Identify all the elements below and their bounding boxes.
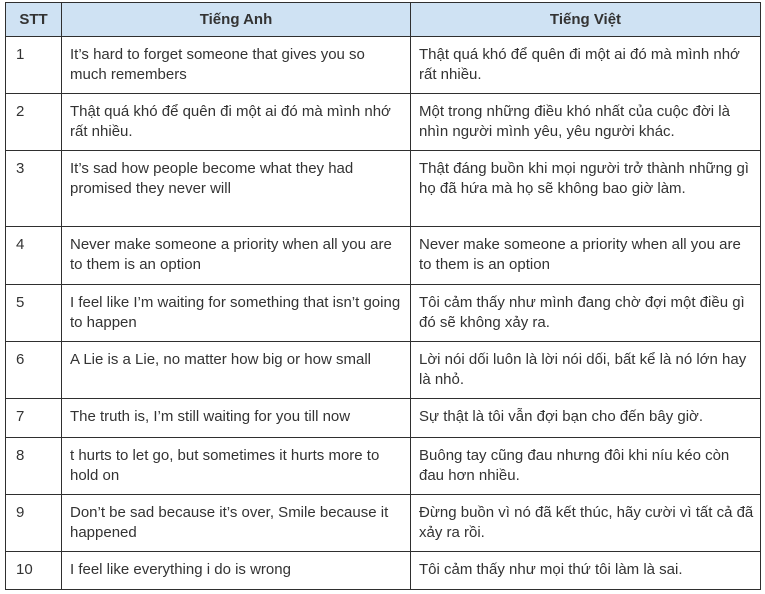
row-number: 5 bbox=[6, 285, 62, 342]
table-row bbox=[6, 94, 761, 151]
row-number: 6 bbox=[6, 342, 62, 399]
table-row bbox=[6, 227, 761, 285]
table-row bbox=[6, 399, 761, 438]
vietnamese-quote: Sự thật là tôi vẫn đợi bạn cho đến bây giờ. bbox=[411, 399, 761, 438]
row-number: 4 bbox=[6, 227, 62, 285]
english-quote: I feel like everything i do is wrong bbox=[62, 552, 411, 590]
vietnamese-quote: Tôi cảm thấy như mình đang chờ đợi một điều gì đó sẽ không xảy ra. bbox=[411, 285, 761, 342]
row-number: 1 bbox=[6, 37, 62, 94]
header-row bbox=[6, 3, 761, 37]
english-quote: A Lie is a Lie, no matter how big or how small bbox=[62, 342, 411, 399]
table-row bbox=[6, 285, 761, 342]
vietnamese-quote: Đừng buồn vì nó đã kết thúc, hãy cười vì tất cả đã xảy ra rồi. bbox=[411, 495, 761, 552]
table-row bbox=[6, 342, 761, 399]
row-number: 2 bbox=[6, 94, 62, 151]
english-quote: Don’t be sad because it’s over, Smile because it happened bbox=[62, 495, 411, 552]
table-row bbox=[6, 37, 761, 94]
row-number: 8 bbox=[6, 438, 62, 495]
vietnamese-quote: Never make someone a priority when all you are to them is an option bbox=[411, 227, 761, 285]
vietnamese-quote: Buông tay cũng đau nhưng đôi khi níu kéo còn đau hơn nhiều. bbox=[411, 438, 761, 495]
english-quote: I feel like I’m waiting for something that isn’t going to happen bbox=[62, 285, 411, 342]
table-header bbox=[6, 3, 761, 37]
header-stt: STT bbox=[6, 3, 62, 37]
table-row bbox=[6, 552, 761, 590]
english-quote: It’s hard to forget someone that gives you so much remembers bbox=[62, 37, 411, 94]
header-vietnamese: Tiếng Việt bbox=[411, 3, 761, 37]
table-row bbox=[6, 151, 761, 227]
table-row bbox=[6, 495, 761, 552]
vietnamese-quote: Tôi cảm thấy như mọi thứ tôi làm là sai. bbox=[411, 552, 761, 590]
row-number: 10 bbox=[6, 552, 62, 590]
table-body bbox=[6, 37, 761, 590]
header-english: Tiếng Anh bbox=[62, 3, 411, 37]
english-quote: Thật quá khó để quên đi một ai đó mà mình nhớ rất nhiều. bbox=[62, 94, 411, 151]
vietnamese-quote: Lời nói dối luôn là lời nói dối, bất kể là nó lớn hay là nhỏ. bbox=[411, 342, 761, 399]
vietnamese-quote: Thật quá khó để quên đi một ai đó mà mình nhớ rất nhiều. bbox=[411, 37, 761, 94]
row-number: 3 bbox=[6, 151, 62, 227]
english-quote: Never make someone a priority when all you are to them is an option bbox=[62, 227, 411, 285]
table-row bbox=[6, 438, 761, 495]
quote-table bbox=[5, 2, 761, 590]
english-quote: It’s sad how people become what they had promised they never will bbox=[62, 151, 411, 227]
row-number: 7 bbox=[6, 399, 62, 438]
english-quote: t hurts to let go, but sometimes it hurts more to hold on bbox=[62, 438, 411, 495]
vietnamese-quote: Thật đáng buồn khi mọi người trở thành những gì họ đã hứa mà họ sẽ không bao giờ làm. bbox=[411, 151, 761, 227]
vietnamese-quote: Một trong những điều khó nhất của cuộc đời là nhìn người mình yêu, yêu người khác. bbox=[411, 94, 761, 151]
english-quote: The truth is, I’m still waiting for you till now bbox=[62, 399, 411, 438]
row-number: 9 bbox=[6, 495, 62, 552]
